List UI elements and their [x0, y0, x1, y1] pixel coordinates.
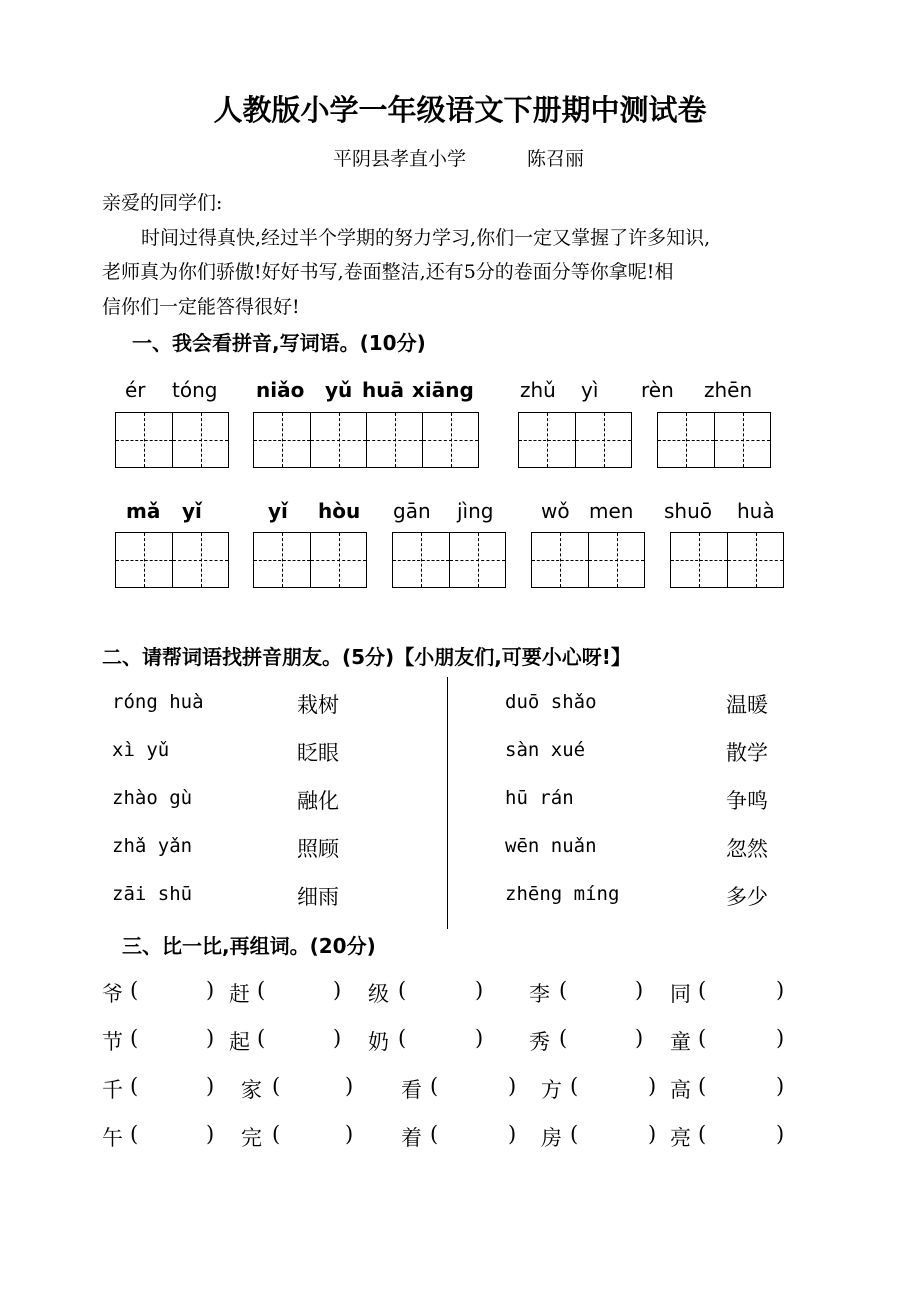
pinyin-syllable: xiāng: [412, 378, 474, 402]
compare-character: 起: [229, 1030, 250, 1054]
compare-character: 级: [368, 982, 389, 1006]
match-word[interactable]: 栽树: [297, 693, 339, 717]
answer-blank-close: ): [333, 978, 342, 1002]
writing-grid[interactable]: [657, 412, 771, 468]
grid-cell[interactable]: [310, 533, 366, 587]
answer-blank-open[interactable]: (: [272, 1074, 281, 1098]
writing-grid[interactable]: [115, 532, 229, 588]
compare-character: 童: [670, 1030, 691, 1054]
compare-character: 亮: [670, 1126, 691, 1150]
compare-character: 李: [529, 982, 550, 1006]
grid-cell[interactable]: [575, 413, 631, 467]
answer-blank-open[interactable]: (: [430, 1074, 439, 1098]
answer-blank-open[interactable]: (: [398, 978, 407, 1002]
compare-character: 秀: [529, 1030, 550, 1054]
page-title: 人教版小学一年级语文下册期中测试卷: [213, 93, 707, 127]
grid-cell[interactable]: [254, 413, 310, 467]
match-pinyin[interactable]: xì yǔ: [112, 739, 170, 761]
answer-blank-open[interactable]: (: [570, 1074, 579, 1098]
pinyin-syllable: hòu: [318, 499, 361, 523]
grid-cell[interactable]: [658, 413, 714, 467]
compare-character: 赶: [229, 982, 250, 1006]
answer-blank-open[interactable]: (: [398, 1026, 407, 1050]
compare-character: 午: [102, 1126, 123, 1150]
answer-blank-close: ): [776, 1122, 785, 1146]
author-name: 陈召丽: [527, 148, 585, 170]
match-word[interactable]: 忽然: [726, 837, 768, 861]
match-word[interactable]: 照顾: [297, 837, 339, 861]
answer-blank-close: ): [508, 1074, 517, 1098]
match-pinyin[interactable]: zhào gù: [112, 787, 193, 809]
pinyin-syllable: yì: [581, 378, 599, 402]
pinyin-syllable: mǎ: [126, 499, 161, 523]
intro-line-2: 老师真为你们骄傲!好好书写,卷面整洁,还有5分的卷面分等你拿呢!相: [102, 261, 674, 283]
compare-character: 方: [541, 1078, 562, 1102]
grid-cell[interactable]: [727, 533, 783, 587]
pinyin-syllable: huā: [362, 378, 404, 402]
answer-blank-open[interactable]: (: [430, 1122, 439, 1146]
compare-character: 爷: [102, 982, 123, 1006]
pinyin-syllable: tóng: [172, 378, 218, 402]
match-pinyin[interactable]: zhǎ yǎn: [112, 835, 193, 857]
pinyin-syllable: yǐ: [182, 499, 202, 523]
answer-blank-open[interactable]: (: [130, 978, 139, 1002]
writing-grid[interactable]: [392, 532, 506, 588]
compare-character: 同: [670, 982, 691, 1006]
intro-greeting: 亲爱的同学们:: [102, 192, 223, 214]
answer-blank-close: ): [776, 1074, 785, 1098]
writing-grid[interactable]: [531, 532, 645, 588]
pinyin-syllable: zhēn: [704, 378, 753, 402]
grid-cell[interactable]: [393, 533, 449, 587]
compare-character: 看: [401, 1078, 422, 1102]
grid-cell[interactable]: [671, 533, 727, 587]
writing-grid[interactable]: [253, 412, 479, 468]
compare-character: 着: [401, 1126, 422, 1150]
compare-character: 节: [102, 1030, 123, 1054]
answer-blank-close: ): [475, 978, 484, 1002]
pinyin-syllable: zhǔ: [520, 378, 556, 402]
answer-blank-open[interactable]: (: [698, 978, 707, 1002]
answer-blank-open[interactable]: (: [570, 1122, 579, 1146]
pinyin-syllable: huà: [737, 499, 775, 523]
grid-cell[interactable]: [532, 533, 588, 587]
grid-cell[interactable]: [116, 533, 172, 587]
answer-blank-open[interactable]: (: [698, 1026, 707, 1050]
pinyin-syllable: rèn: [641, 378, 674, 402]
match-pinyin[interactable]: róng huà: [112, 691, 204, 713]
grid-cell[interactable]: [519, 413, 575, 467]
grid-cell[interactable]: [310, 413, 366, 467]
answer-blank-open[interactable]: (: [698, 1122, 707, 1146]
grid-cell[interactable]: [172, 533, 228, 587]
section-2-heading: 二、请帮词语找拼音朋友。(5分)【小朋友们,可要小心呀!】: [102, 645, 631, 669]
answer-blank-close: ): [776, 978, 785, 1002]
grid-cell[interactable]: [588, 533, 644, 587]
answer-blank-close: ): [776, 1026, 785, 1050]
match-pinyin[interactable]: zhēng míng: [505, 883, 620, 905]
compare-character: 千: [102, 1078, 123, 1102]
answer-blank-open[interactable]: (: [130, 1026, 139, 1050]
answer-blank-close: ): [475, 1026, 484, 1050]
answer-blank-open[interactable]: (: [559, 978, 568, 1002]
answer-blank-open[interactable]: (: [257, 1026, 266, 1050]
compare-character: 房: [541, 1126, 562, 1150]
answer-blank-close: ): [648, 1122, 657, 1146]
grid-cell[interactable]: [422, 413, 478, 467]
section-1-heading: 一、我会看拼音,写词语。(10分): [132, 331, 426, 355]
answer-blank-open[interactable]: (: [698, 1074, 707, 1098]
match-pinyin[interactable]: hū rán: [505, 787, 574, 809]
match-word[interactable]: 眨眼: [297, 741, 339, 765]
grid-cell[interactable]: [254, 533, 310, 587]
match-pinyin[interactable]: zāi shū: [112, 883, 193, 905]
match-word[interactable]: 散学: [726, 741, 768, 765]
pinyin-syllable: yǐ: [268, 499, 288, 523]
match-word[interactable]: 融化: [297, 789, 339, 813]
answer-blank-close: ): [635, 1026, 644, 1050]
intro-line-1: 时间过得真快,经过半个学期的努力学习,你们一定又掌握了许多知识,: [141, 227, 711, 249]
grid-cell[interactable]: [449, 533, 505, 587]
intro-line-3: 信你们一定能答得很好!: [102, 296, 300, 318]
match-word[interactable]: 多少: [726, 885, 768, 909]
answer-blank-close: ): [206, 1122, 215, 1146]
column-divider: [447, 677, 448, 929]
pinyin-syllable: gān: [393, 499, 431, 523]
compare-character: 高: [670, 1078, 691, 1102]
match-pinyin[interactable]: duō shǎo: [505, 691, 597, 713]
pinyin-syllable: shuō: [664, 499, 713, 523]
writing-grid[interactable]: [253, 532, 367, 588]
answer-blank-open[interactable]: (: [130, 1122, 139, 1146]
section-3-heading: 三、比一比,再组词。(20分): [122, 934, 376, 958]
writing-grid[interactable]: [115, 412, 229, 468]
pinyin-syllable: wǒ: [541, 499, 570, 523]
grid-cell[interactable]: [172, 413, 228, 467]
grid-cell[interactable]: [116, 413, 172, 467]
writing-grid[interactable]: [518, 412, 632, 468]
match-word[interactable]: 细雨: [297, 885, 339, 909]
answer-blank-open[interactable]: (: [272, 1122, 281, 1146]
author-school: 平阴县孝直小学: [333, 148, 467, 170]
pinyin-syllable: ér: [125, 378, 146, 402]
answer-blank-close: ): [333, 1026, 342, 1050]
pinyin-syllable: yǔ: [325, 378, 353, 402]
answer-blank-close: ): [345, 1074, 354, 1098]
pinyin-syllable: jìng: [457, 499, 494, 523]
pinyin-syllable: men: [589, 499, 634, 523]
compare-character: 家: [241, 1078, 262, 1102]
writing-grid[interactable]: [670, 532, 784, 588]
answer-blank-close: ): [206, 1074, 215, 1098]
pinyin-syllable: niǎo: [256, 378, 305, 402]
grid-cell[interactable]: [714, 413, 770, 467]
match-pinyin[interactable]: sàn xué: [505, 739, 586, 761]
answer-blank-close: ): [206, 978, 215, 1002]
compare-character: 完: [241, 1126, 262, 1150]
answer-blank-open[interactable]: (: [559, 1026, 568, 1050]
answer-blank-close: ): [508, 1122, 517, 1146]
answer-blank-close: ): [345, 1122, 354, 1146]
compare-character: 奶: [368, 1030, 389, 1054]
answer-blank-close: ): [635, 978, 644, 1002]
answer-blank-open[interactable]: (: [130, 1074, 139, 1098]
match-pinyin[interactable]: wēn nuǎn: [505, 835, 597, 857]
answer-blank-open[interactable]: (: [257, 978, 266, 1002]
answer-blank-close: ): [206, 1026, 215, 1050]
answer-blank-close: ): [648, 1074, 657, 1098]
match-word[interactable]: 争鸣: [726, 789, 768, 813]
match-word[interactable]: 温暖: [726, 693, 768, 717]
grid-cell[interactable]: [366, 413, 422, 467]
